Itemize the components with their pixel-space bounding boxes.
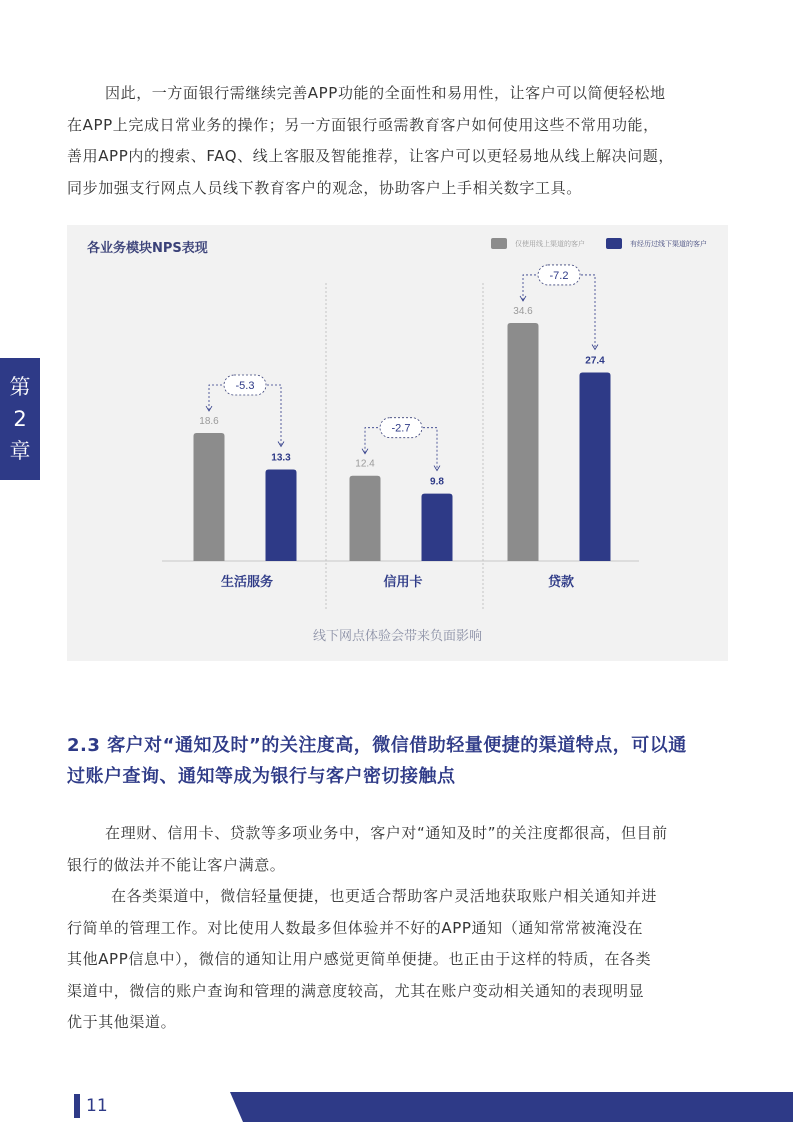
diff-badge-label: -2.7 [391,422,411,435]
chart-bar [508,323,539,561]
chapter-tab-number: 2 [13,407,27,431]
diff-connector [209,385,223,410]
intro-line: 同步加强支行网点人员线下教育客户的观念，协助客户上手相关数字工具。 [67,178,582,197]
footer-band-shape [230,1092,793,1122]
legend-swatch-online [491,238,507,249]
diff-connector [523,275,537,300]
diff-badge-label: -7.2 [549,269,569,282]
legend-item-offline [606,238,707,249]
legend-item-online [491,238,585,249]
chart-bar [194,433,225,561]
chapter-tab-char: 第 [9,375,31,399]
section-heading-line: 过账户查询、通知等成为银行与客户密切接触点 [67,766,456,787]
bar-data-label: 18.6 [199,416,219,428]
body-paragraphs [67,818,729,1039]
diff-badge-label: -5.3 [235,380,255,393]
nps-chart-panel [67,225,728,661]
category-label: 生活服务 [220,575,274,590]
body-line: 在各类渠道中，微信轻量便捷，也更适合帮助客户灵活地获取账户相关通知并进 [111,887,658,905]
intro-line: 因此，一方面银行需继续完善APP功能的全面性和易用性，让客户可以简便轻松地 [105,84,666,102]
diff-connector [423,428,437,470]
bar-data-label: 13.3 [271,452,291,464]
page-number-bar [74,1094,80,1118]
intro-paragraph [67,78,729,204]
chart-bar [350,476,381,561]
chart-bar [266,469,297,561]
body-line: 在理财、信用卡、贷款等多项业务中，客户对“通知及时”的关注度都很高，但目前 [105,824,668,842]
diff-connector [365,428,379,453]
section-heading [67,730,733,792]
body-line: 渠道中，微信的账户查询和管理的满意度较高，尤其在账户变动相关通知的表现明显 [67,981,645,1000]
page-number [74,1094,108,1118]
diff-connector [267,385,281,445]
chart-bar [580,372,611,561]
body-line: 其他APP信息中），微信的通知让用户感觉更简单便捷。也正由于这样的特质，在各类 [67,950,652,968]
chapter-tab [0,358,40,480]
bar-data-label: 34.6 [513,305,533,317]
bar-data-label: 12.4 [355,458,375,470]
section-heading-line: 2.3 客户对“通知及时”的关注度高，微信借助轻量便捷的渠道特点，可以通 [67,735,687,756]
nps-chart [67,225,728,661]
bar-data-label: 9.8 [430,476,444,488]
category-label: 信用卡 [383,575,423,590]
diff-connector [581,275,595,349]
intro-line: 在APP上完成日常业务的操作；另一方面银行亟需教育客户如何使用这些不常用功能， [67,115,659,134]
legend-swatch-offline [606,238,622,249]
category-label: 贷款 [547,575,575,590]
chart-caption: 线下网点体验会带来负面影响 [312,629,482,644]
intro-line: 善用APP内的搜索、FAQ、线上客服及智能推荐，让客户可以更轻易地从线上解决问题， [67,147,675,165]
page-number-text: 11 [86,1096,108,1116]
chart-bar [422,494,453,561]
bar-data-label: 27.4 [585,355,605,367]
legend-label-online: 仅使用线上渠道的客户 [515,239,585,248]
legend-label-offline: 有经历过线下渠道的客户 [630,239,707,248]
body-line: 行简单的管理工作。对比使用人数最多但体验并不好的APP通知（通知常常被淹没在 [67,918,644,937]
body-line: 优于其他渠道。 [67,1013,177,1031]
chart-title: 各业务模块NPS表现 [87,241,208,256]
body-line: 银行的做法并不能让客户满意。 [67,855,286,874]
chapter-tab-char: 章 [9,439,31,463]
